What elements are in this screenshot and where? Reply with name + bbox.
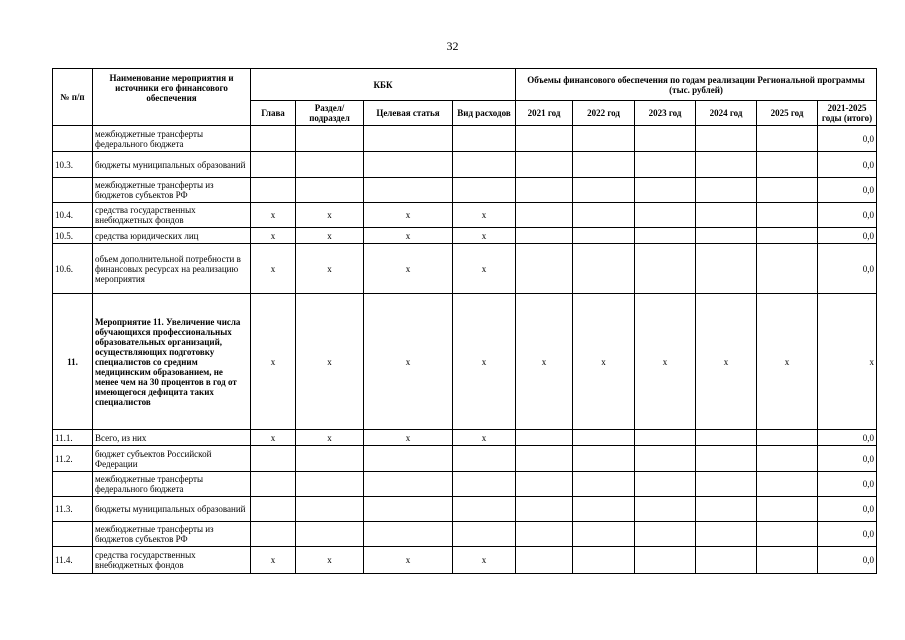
year-2022-cell [573,228,635,244]
kbk-razdel-cell: х [296,430,364,446]
kbk-target-cell [364,472,453,497]
year-2025-cell: х [757,294,818,430]
year-2025-cell [757,126,818,152]
kbk-target-cell [364,178,453,203]
header-no: № п/п [53,69,93,126]
year-2022-cell [573,178,635,203]
kbk-glava-cell: х [251,430,296,446]
row-number [53,522,93,547]
year-2025-cell [757,228,818,244]
kbk-target-cell: х [364,547,453,574]
year-2024-cell [696,497,757,522]
row-name: средства государственных внебюджетных фондов [93,203,251,228]
year-2023-cell [635,430,696,446]
row-number: 10.4. [53,203,93,228]
year-2022-cell [573,446,635,472]
total-cell: 0,0 [818,547,877,574]
row-number [53,472,93,497]
year-2024-cell [696,446,757,472]
row-name: бюджеты муниципальных образований [93,497,251,522]
year-2022-cell [573,152,635,178]
year-2024-cell [696,152,757,178]
total-cell: 0,0 [818,244,877,294]
year-2022-cell [573,244,635,294]
row-name: Мероприятие 11. Увеличение числа обучающихся профессиональных образовательных организаций, осуществляющих подготовку специалистов со средним медицинским образованием, не менее чем на 30 процентов в год от имеющегося дефицита таких специалистов [93,294,251,430]
kbk-razdel-cell [296,126,364,152]
year-2024-cell [696,244,757,294]
table-row [53,472,877,497]
kbk-glava-cell [251,178,296,203]
table-row [53,244,877,294]
year-2025-cell [757,152,818,178]
kbk-vid-cell: х [453,430,516,446]
kbk-glava-cell: х [251,547,296,574]
header-name: Наименование мероприятия и источники его финансового обеспечения [93,69,251,126]
kbk-glava-cell: х [251,244,296,294]
year-2021-cell [516,472,573,497]
table-row [53,152,877,178]
kbk-razdel-cell: х [296,294,364,430]
year-2022-cell [573,547,635,574]
year-2025-cell [757,446,818,472]
kbk-target-cell [364,497,453,522]
total-cell: 0,0 [818,446,877,472]
year-2024-cell [696,126,757,152]
year-2025-cell [757,497,818,522]
total-cell: 0,0 [818,430,877,446]
kbk-razdel-cell [296,178,364,203]
kbk-razdel-cell: х [296,203,364,228]
total-cell: 0,0 [818,126,877,152]
kbk-vid-cell: х [453,294,516,430]
kbk-razdel-cell [296,152,364,178]
year-2024-cell [696,203,757,228]
table-header [53,69,877,126]
kbk-vid-cell [453,178,516,203]
table-row [53,126,877,152]
year-2021-cell [516,430,573,446]
kbk-glava-cell [251,446,296,472]
year-2021-cell [516,547,573,574]
table-row [53,430,877,446]
kbk-glava-cell: х [251,228,296,244]
row-number: 11.3. [53,497,93,522]
year-2023-cell [635,178,696,203]
header-vid: Вид расходов [453,101,516,126]
total-cell: 0,0 [818,522,877,547]
year-2021-cell [516,446,573,472]
kbk-target-cell: х [364,430,453,446]
year-2024-cell [696,547,757,574]
kbk-glava-cell: х [251,294,296,430]
year-2023-cell [635,126,696,152]
year-2025-cell [757,522,818,547]
header-volumes: Объемы финансового обеспечения по годам реализации Региональной программы (тыс. рублей) [516,69,877,101]
table-row [53,228,877,244]
header-target: Целевая статья [364,101,453,126]
table-row [53,522,877,547]
kbk-target-cell [364,446,453,472]
year-2022-cell [573,472,635,497]
kbk-target-cell [364,152,453,178]
header-glava: Глава [251,101,296,126]
kbk-vid-cell: х [453,203,516,228]
kbk-glava-cell [251,152,296,178]
row-number: 10.6. [53,244,93,294]
year-2023-cell [635,228,696,244]
kbk-glava-cell: х [251,203,296,228]
year-2024-cell [696,430,757,446]
year-2025-cell [757,178,818,203]
year-2023-cell [635,152,696,178]
kbk-vid-cell [453,126,516,152]
total-cell: 0,0 [818,228,877,244]
table-row [53,203,877,228]
header-2022: 2022 год [573,101,635,126]
row-name: межбюджетные трансферты федерального бюджета [93,126,251,152]
row-name: межбюджетные трансферты из бюджетов субъектов РФ [93,522,251,547]
total-cell: 0,0 [818,203,877,228]
kbk-glava-cell [251,497,296,522]
total-cell: 0,0 [818,152,877,178]
row-number [53,178,93,203]
table-row [53,178,877,203]
year-2023-cell [635,547,696,574]
kbk-razdel-cell: х [296,244,364,294]
kbk-target-cell: х [364,203,453,228]
table-row [53,446,877,472]
row-number: 11.1. [53,430,93,446]
year-2022-cell [573,126,635,152]
year-2021-cell [516,497,573,522]
kbk-razdel-cell: х [296,547,364,574]
year-2024-cell: х [696,294,757,430]
row-name: средства государственных внебюджетных фондов [93,547,251,574]
kbk-razdel-cell [296,522,364,547]
total-cell: 0,0 [818,178,877,203]
table-body [53,126,877,574]
year-2024-cell [696,228,757,244]
year-2025-cell [757,244,818,294]
row-number: 11. [53,294,93,430]
kbk-target-cell [364,126,453,152]
row-name: Всего, из них [93,430,251,446]
year-2022-cell [573,497,635,522]
total-cell: х [818,294,877,430]
year-2022-cell [573,203,635,228]
row-number: 11.4. [53,547,93,574]
year-2023-cell [635,497,696,522]
kbk-vid-cell [453,497,516,522]
row-name: бюджет субъектов Российской Федерации [93,446,251,472]
kbk-target-cell: х [364,244,453,294]
header-kbk: КБК [251,69,516,101]
kbk-vid-cell [453,522,516,547]
year-2023-cell [635,522,696,547]
kbk-razdel-cell: х [296,228,364,244]
kbk-vid-cell: х [453,228,516,244]
year-2021-cell [516,244,573,294]
year-2022-cell [573,522,635,547]
year-2023-cell [635,472,696,497]
row-number [53,126,93,152]
total-cell: 0,0 [818,472,877,497]
year-2021-cell: х [516,294,573,430]
kbk-target-cell: х [364,228,453,244]
row-number: 10.3. [53,152,93,178]
year-2021-cell [516,228,573,244]
table-row [53,547,877,574]
year-2024-cell [696,178,757,203]
table-row [53,294,877,430]
header-razdel: Раздел/ подраздел [296,101,364,126]
row-name: средства юридических лиц [93,228,251,244]
year-2021-cell [516,152,573,178]
year-2025-cell [757,430,818,446]
kbk-vid-cell: х [453,547,516,574]
row-number: 10.5. [53,228,93,244]
year-2024-cell [696,472,757,497]
year-2025-cell [757,472,818,497]
kbk-glava-cell [251,522,296,547]
row-name: межбюджетные трансферты федерального бюджета [93,472,251,497]
year-2023-cell [635,244,696,294]
total-cell: 0,0 [818,497,877,522]
header-2025: 2025 год [757,101,818,126]
year-2023-cell [635,203,696,228]
header-total: 2021-2025 годы (итого) [818,101,877,126]
year-2023-cell: х [635,294,696,430]
year-2022-cell: х [573,294,635,430]
kbk-vid-cell [453,152,516,178]
page-number: 32 [446,39,459,53]
kbk-razdel-cell [296,497,364,522]
year-2021-cell [516,126,573,152]
kbk-glava-cell [251,472,296,497]
year-2021-cell [516,203,573,228]
year-2023-cell [635,446,696,472]
header-2024: 2024 год [696,101,757,126]
row-name: бюджеты муниципальных образований [93,152,251,178]
row-name: межбюджетные трансферты из бюджетов субъектов РФ [93,178,251,203]
kbk-target-cell: х [364,294,453,430]
budget-table [52,68,877,574]
table-row [53,497,877,522]
kbk-vid-cell [453,472,516,497]
kbk-target-cell [364,522,453,547]
kbk-vid-cell: х [453,244,516,294]
header-2023: 2023 год [635,101,696,126]
year-2025-cell [757,547,818,574]
kbk-glava-cell [251,126,296,152]
kbk-vid-cell [453,446,516,472]
year-2024-cell [696,522,757,547]
year-2021-cell [516,522,573,547]
kbk-razdel-cell [296,446,364,472]
row-number: 11.2. [53,446,93,472]
kbk-razdel-cell [296,472,364,497]
year-2022-cell [573,430,635,446]
header-2021: 2021 год [516,101,573,126]
row-name: объем дополнительной потребности в финансовых ресурсах на реализацию мероприятия [93,244,251,294]
year-2021-cell [516,178,573,203]
year-2025-cell [757,203,818,228]
